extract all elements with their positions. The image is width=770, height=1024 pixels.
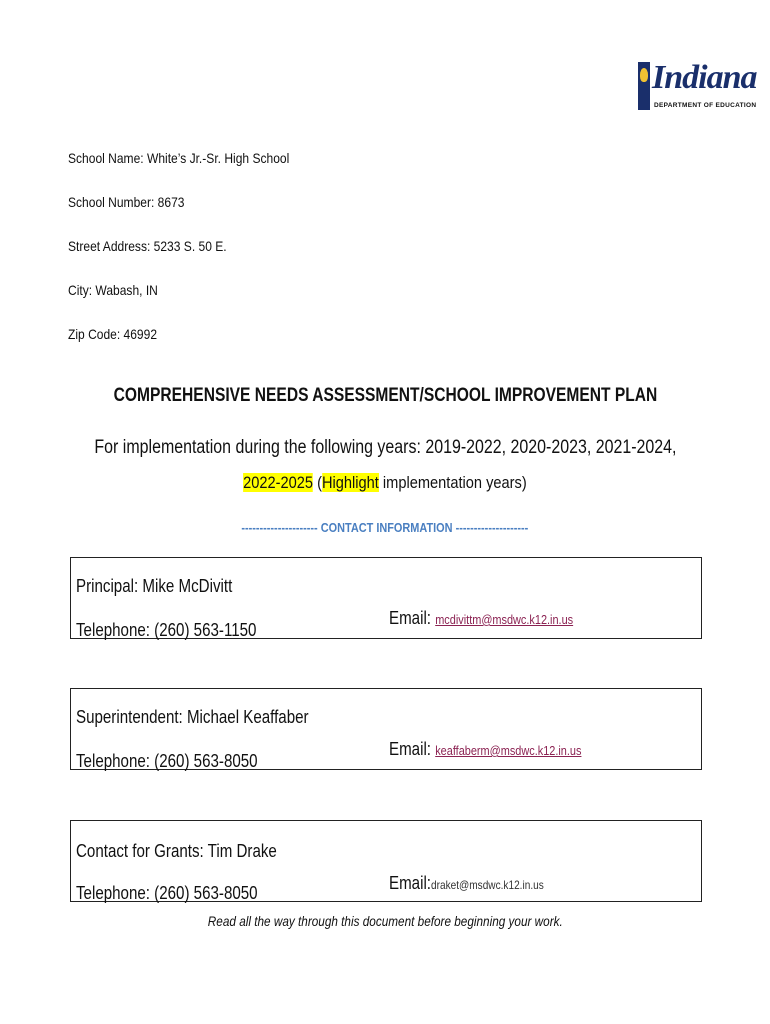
- selected-years-highlight: 2022-2025: [243, 473, 314, 492]
- email-link[interactable]: keaffaberm@msdwc.k12.in.us: [435, 743, 582, 758]
- school-number: School Number: 8673: [68, 194, 185, 210]
- instruction-note: Read all the way through this document before beginning your work.: [207, 913, 563, 929]
- logo-subtitle: DEPARTMENT OF EDUCATION: [654, 102, 757, 109]
- contact-telephone: Telephone: (260) 563-1150: [76, 620, 257, 640]
- highlight-word: Highlight: [322, 473, 379, 492]
- street-address: Street Address: 5233 S. 50 E.: [68, 238, 227, 254]
- contact-email: Email: keaffaberm@msdwc.k12.in.us: [389, 739, 582, 759]
- contact-telephone: Telephone: (260) 563-8050: [76, 751, 258, 771]
- contact-telephone: Telephone: (260) 563-8050: [76, 883, 258, 903]
- superintendent-contact-box: [70, 688, 702, 770]
- zip-code: Zip Code: 46992: [68, 326, 158, 342]
- contact-information-header: --------------------- CONTACT INFORMATION --------------------: [241, 520, 529, 535]
- school-name: School Name: White’s Jr.-Sr. High School: [68, 150, 290, 166]
- indiana-doe-logo: [636, 59, 757, 114]
- page-title: COMPREHENSIVE NEEDS ASSESSMENT/SCHOOL IMPROVEMENT PLAN: [113, 385, 657, 406]
- torch-flame-icon: [640, 68, 648, 82]
- city: City: Wabash, IN: [68, 282, 158, 298]
- contact-name: Superintendent: Michael Keaffaber: [76, 707, 309, 727]
- contact-email: Email:draket@msdwc.k12.in.us: [389, 873, 544, 893]
- contact-email: Email: mcdivittm@msdwc.k12.in.us: [389, 608, 574, 628]
- logo-wordmark: Indiana: [652, 59, 757, 96]
- contact-name: Principal: Mike McDivitt: [76, 576, 233, 596]
- email-link[interactable]: mcdivittm@msdwc.k12.in.us: [435, 612, 574, 627]
- email-text: draket@msdwc.k12.in.us: [431, 878, 544, 892]
- principal-contact-box: [70, 557, 702, 639]
- implementation-years-line: For implementation during the following years: 2019-2022, 2020-2023, 2021-2024,: [93, 437, 677, 458]
- grants-contact-box: [70, 820, 702, 902]
- contact-name: Contact for Grants: Tim Drake: [76, 841, 277, 861]
- implementation-selected-line: 2022-2025 (Highlight implementation years): [243, 473, 527, 492]
